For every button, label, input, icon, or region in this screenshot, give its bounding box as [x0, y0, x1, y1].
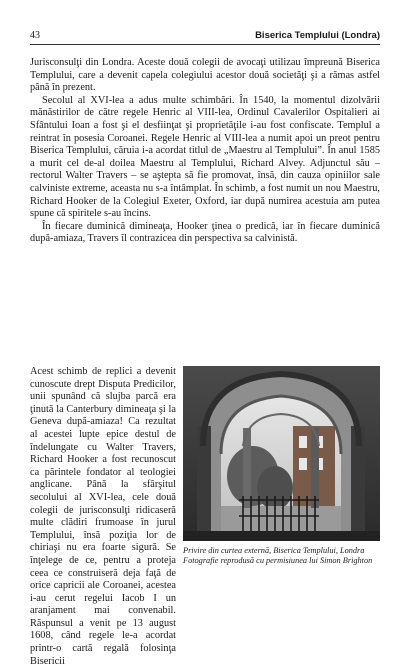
- wrapped-text-column: [30, 366, 176, 668]
- paragraph: Acest schimb de replici a devenit cunoscute drept Disputa Predicilor, unii spunând că slujba parcă era ţinută la Canterbury dimineaţa şi la Geneva după-amiaza! Ca rezultat al acestei lupte epice destul de îndelungate cu Walter Travers, Richard Hooker a fost recunoscut ca părintele fondator al teologiei anglicane. Până la sfârşitul secolului al XVI-lea, cele două colegii de jurisconsulţi ridicaseră multe clădiri frumoase în jurul Templului, însă poziţia lor de chiriaşi nu era foarte sigură. Se înţelege de ce, pentru a proteja ceea ce construiseră deja faţă de orice capricii ale Coroanei, acestea i-au cerut regelui Iacob I un aranjament mai convenabil. Răspunsul a venit pe 13 august 1608, când regele le-a acordat printr-o cartă regală folosinţa Bisericii: [30, 366, 176, 667]
- main-text: [30, 57, 380, 246]
- photo-caption: [183, 546, 380, 566]
- running-title: Biserica Templului (Londra): [255, 30, 380, 41]
- running-header: [30, 30, 380, 45]
- paragraph: Jurisconsulţi din Londra. Aceste două colegii de avocaţi utilizau împreună Biserica Templului, care a devenit capela colegiului acestor două societăţi şi a rămas astfel până în prezent.: [30, 57, 380, 94]
- photo-illustration: [183, 366, 380, 541]
- caption-credit: Fotografie reprodusă cu permisiunea lui Simon Brighton: [183, 556, 373, 565]
- page-number: 43: [30, 30, 40, 41]
- paragraph: În fiecare duminică dimineaţa, Hooker ţinea o predică, iar în fiecare duminică după-amiaza, Travers îl contrazicea din perspectiva sa calvinistă.: [30, 220, 380, 245]
- paragraph: Secolul al XVI-lea a adus multe schimbări. În 1540, la momentul dizolvării mănăstirilor de către regele Henric al VIII-lea, Ordinul Cavalerilor Ospitalieri ai Sfântului Ioan a fost şi el desfiinţat şi proprietăţile i-au fost confiscate. Templul a reintrat în posesia Coroanei. Regele Henric al VIII-lea a numit apoi un preot pentru Biserica Templului, căruia i-a acordat titlul de „Maestru al Templului”. În anul 1585 a murit cel de-al doilea Maestru al Templului, Richard Alvey. Adjunctul său – rectorul Walter Travers – se aştepta să fie promovat, însă, din cauza opiniilor sale calviniste extreme, aceasta nu s-a întâmplat. În schimb, a fost numit un nou Maestru, Richard Hooker de la Colegiul Exeter, Oxford, iar după numirea acestuia am putea spune că spiritele s-au încins.: [30, 94, 380, 220]
- church-cloister-photo: [183, 366, 380, 541]
- caption-title: Privire din curtea externă, Biserica Templului, Londra: [183, 546, 365, 555]
